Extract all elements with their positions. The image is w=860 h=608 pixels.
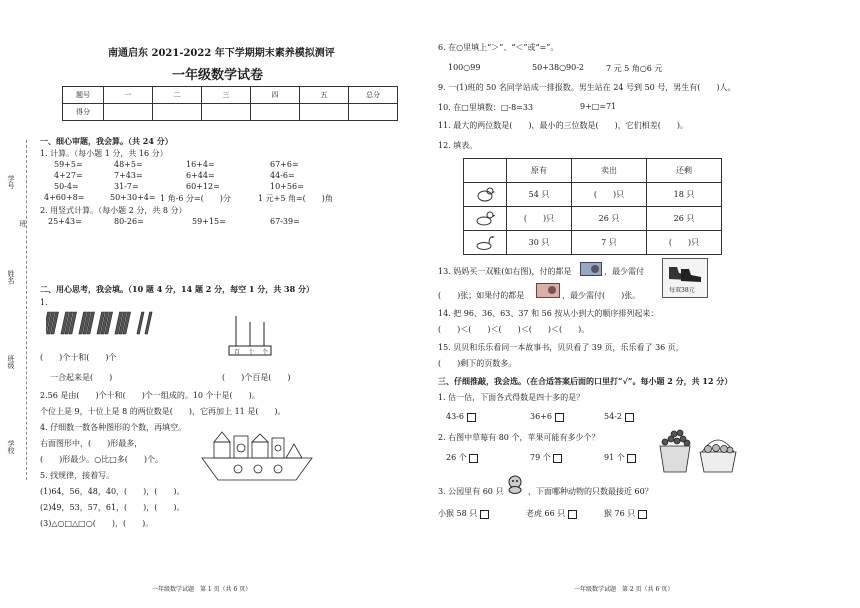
- score-header: 二: [153, 87, 202, 104]
- binding-line: [26, 140, 27, 480]
- q2-title: 2. 用竖式计算。（每小题 2 分，共 8 分）: [40, 206, 187, 215]
- score-header: 三: [202, 87, 251, 104]
- option-label: 79 个: [530, 453, 551, 462]
- q1-line1: ( )个十和( )个: [40, 353, 117, 362]
- table-row: [464, 183, 722, 207]
- option-label: 老虎 66 只: [526, 509, 566, 518]
- score-header: 五: [300, 87, 349, 104]
- q15-line2: ( )剩下的页数多。: [438, 359, 517, 368]
- table-header: 卖出: [572, 159, 647, 183]
- goose-icon: [464, 231, 507, 255]
- calc-item: 60+12=: [186, 182, 220, 191]
- calc-item: 4+60+8=: [44, 193, 85, 202]
- banknote-10yuan-icon: [536, 283, 560, 298]
- option-label: 猴 76 只: [604, 509, 636, 518]
- q4-line1: 4. 仔细数一数各种图形的个数，再填空。: [40, 423, 187, 432]
- calc-item: 4+27=: [54, 171, 83, 180]
- q9-text: 9. 一(1)班的 50 名同学站成一排报数。男生站在 24 号到 50 号，男生有( )人。: [438, 83, 736, 92]
- score-header: 题号: [63, 87, 104, 104]
- s3q2-text: 2. 右图中草莓有 80 个，苹果可能有多少个？: [438, 433, 600, 442]
- option-label: 43-6: [446, 412, 464, 421]
- animals-table: [463, 158, 722, 255]
- side-label-ban: 班: [19, 220, 27, 227]
- calc-item: 50+30+4=: [110, 193, 156, 202]
- q5-title: 5. 找规律，接着写。: [40, 471, 115, 480]
- abacus-label: 十: [248, 349, 255, 356]
- answer-checkbox[interactable]: [469, 454, 478, 463]
- exam-subtitle: 一年级数学试卷: [172, 68, 264, 83]
- calc-item: 6+44=: [186, 171, 215, 180]
- q15-line1: 15. 贝贝和乐乐看同一本故事书，贝贝看了 39 页，乐乐看了 36 页，: [438, 343, 684, 352]
- banknote-5yuan-icon: [580, 262, 602, 276]
- q1-number: 1.: [40, 298, 48, 307]
- abacus-label: 个: [262, 349, 269, 356]
- q13-line2: ( )张；如果付的都是: [438, 291, 525, 300]
- option-item: [530, 452, 562, 463]
- table-row: [464, 207, 722, 231]
- q10-part-a: 10. 在□里填数：□-8=33: [438, 103, 534, 112]
- vertical-calc: 25+43=: [48, 217, 82, 226]
- option-item: [438, 508, 489, 519]
- q10-part-b: 9+□=71: [580, 102, 617, 111]
- monkey-icon: [504, 474, 526, 494]
- table-header: 原有: [507, 159, 572, 183]
- answer-checkbox[interactable]: [568, 510, 577, 519]
- option-item: [446, 412, 476, 422]
- answer-checkbox[interactable]: [638, 510, 647, 519]
- option-item: [530, 412, 564, 422]
- table-cell: 54 只: [507, 183, 572, 207]
- stick-bundles-image: [46, 310, 158, 336]
- calc-item: 16+4=: [186, 160, 215, 169]
- option-label: 36+6: [530, 412, 552, 421]
- answer-checkbox[interactable]: [555, 413, 564, 422]
- side-label-class: 班级: [7, 355, 15, 369]
- q1-title: 1. 计算。（每小题 1 分，共 16 分）: [40, 149, 168, 158]
- calc-item: 31-7=: [114, 182, 139, 191]
- q4-line2: 右面图形中，( )形最多，: [40, 439, 143, 448]
- vertical-calc: 80-26=: [114, 217, 144, 226]
- score-header: 一: [104, 87, 153, 104]
- duck-icon: [464, 207, 507, 231]
- s3q3-text-a: 3. 公园里有 60 只: [438, 487, 504, 496]
- table-header: 还剩: [647, 159, 722, 183]
- page-footer: 一年级数学试题 第 1 页（共 6 页）: [152, 586, 252, 593]
- option-item: [604, 452, 636, 463]
- score-cell[interactable]: [349, 104, 398, 121]
- calc-item: 1 元+5 角=( )角: [258, 194, 333, 203]
- option-item: [526, 508, 577, 519]
- q14-line2: ( )＜( )＜( )＜( )＜( )。: [438, 325, 590, 334]
- score-cell[interactable]: [300, 104, 349, 121]
- shapes-ship-image: [198, 428, 316, 486]
- table-cell: 7 只: [572, 231, 647, 255]
- table-cell: 30 只: [507, 231, 572, 255]
- score-cell[interactable]: [251, 104, 300, 121]
- table-cell: 26 只: [647, 207, 722, 231]
- option-item: [446, 452, 478, 463]
- vertical-calc: 59+15=: [192, 217, 226, 226]
- q6-title: 6. 在○里填上“＞”、“＜”或“=”。: [438, 43, 559, 52]
- section1-title: 一、细心审题，我会算。（共 24 分）: [40, 136, 173, 146]
- q13-line2b: ，最少需付( )张。: [562, 291, 641, 300]
- side-label-name: 姓名: [7, 270, 15, 284]
- answer-checkbox[interactable]: [625, 413, 634, 422]
- table-row: [464, 231, 722, 255]
- calc-item: 44-6=: [270, 171, 295, 180]
- answer-checkbox[interactable]: [480, 510, 489, 519]
- side-label-student-no: 学号: [7, 175, 15, 189]
- compare-item: 7 元 5 角○6 元: [606, 64, 663, 73]
- shoes-image: [662, 258, 708, 298]
- q1-line2b: ( )个百是( ): [222, 373, 291, 382]
- q11-text: 11. 最大的两位数是( )，最小的三位数是( )，它们相差( )。: [438, 121, 688, 130]
- abacus-label: 百: [234, 349, 241, 356]
- calc-item: 67+6=: [270, 160, 299, 169]
- section2-title: 二、用心思考，我会填。（10 题 4 分，14 题 2 分，每空 1 分，共 38 分）: [40, 284, 314, 294]
- q1-line2a: 一合起来是( ): [50, 373, 113, 382]
- table-cell[interactable]: ( )只: [507, 207, 572, 231]
- side-label-school: 学校: [7, 440, 15, 454]
- score-cell[interactable]: [104, 104, 153, 121]
- q2-line1: 2.56 是由( )个十和( )个一组成的。10 个十是( )。: [40, 391, 260, 400]
- exam-title: 南通启东 2021-2022 年下学期期末素养模拟测评: [108, 48, 335, 59]
- table-cell[interactable]: ( )只: [572, 183, 647, 207]
- compare-item: 50+38○90-2: [532, 63, 585, 72]
- calc-item: 7+43=: [114, 171, 143, 180]
- option-label: 54-2: [604, 412, 622, 421]
- s3q1-text: 1. 估一估，下面各式得数是四十多的是？: [438, 393, 585, 402]
- fruit-baskets-image: [656, 428, 740, 474]
- option-label: 91 个: [604, 453, 625, 462]
- s3q3-text-b: ，下面哪种动物的只数最接近 60？: [528, 487, 653, 496]
- option-label: 26 个: [446, 453, 467, 462]
- option-item: [604, 412, 634, 422]
- q13-line1b: ，最少需付: [604, 267, 644, 276]
- chicken-icon: [464, 183, 507, 207]
- q14-line1: 14. 把 96、36、63、37 和 56 按从小到大的顺序排列起来：: [438, 309, 659, 318]
- score-header: 四: [251, 87, 300, 104]
- table-cell: 26 只: [572, 207, 647, 231]
- q5-line3: (3)△○□△□○( )，( )。: [40, 519, 154, 528]
- score-table: [62, 86, 398, 121]
- answer-checkbox[interactable]: [553, 454, 562, 463]
- q12-title: 12. 填表。: [438, 141, 478, 150]
- q4-line3: ( )形最少。○比□多( )个。: [40, 455, 164, 464]
- score-cell[interactable]: [202, 104, 251, 121]
- calc-item: 48+5=: [114, 160, 143, 169]
- table-cell[interactable]: ( )只: [647, 231, 722, 255]
- option-item: [604, 508, 647, 519]
- q13-line1: 13. 妈妈买一双鞋(如右图)，付的都是: [438, 267, 572, 276]
- calc-item: 50-4=: [54, 182, 79, 191]
- calc-item: 10+56=: [270, 182, 304, 191]
- score-header: 总分: [349, 87, 398, 104]
- score-cell[interactable]: [153, 104, 202, 121]
- answer-checkbox[interactable]: [467, 413, 476, 422]
- calc-item: 1 角-6 分=( )分: [160, 194, 231, 203]
- option-label: 小猴 58 只: [438, 509, 478, 518]
- section3-title: 三、仔细推敲，我会选。（在合适答案后面的口里打“√”。每小题 2 分，共 12 分）: [438, 376, 733, 386]
- q2-line2: 个位上是 9，十位上是 8 的两位数是( )，它再加上 11 是( )。: [40, 407, 286, 416]
- page-footer: 一年级数学试题 第 2 页（共 6 页）: [574, 586, 674, 593]
- shoe-price-label: 每双38元: [669, 287, 695, 294]
- q5-line1: (1)64，56，48，40，( )，( )。: [40, 487, 185, 496]
- table-cell: 18 只: [647, 183, 722, 207]
- compare-item: 100○99: [448, 63, 481, 72]
- vertical-calc: 67-39=: [270, 217, 300, 226]
- score-row-label: 得分: [63, 104, 104, 121]
- table-header: [464, 159, 507, 183]
- q5-line2: (2)49，53，57，61，( )，( )。: [40, 503, 185, 512]
- answer-checkbox[interactable]: [627, 454, 636, 463]
- calc-item: 59+5=: [54, 160, 83, 169]
